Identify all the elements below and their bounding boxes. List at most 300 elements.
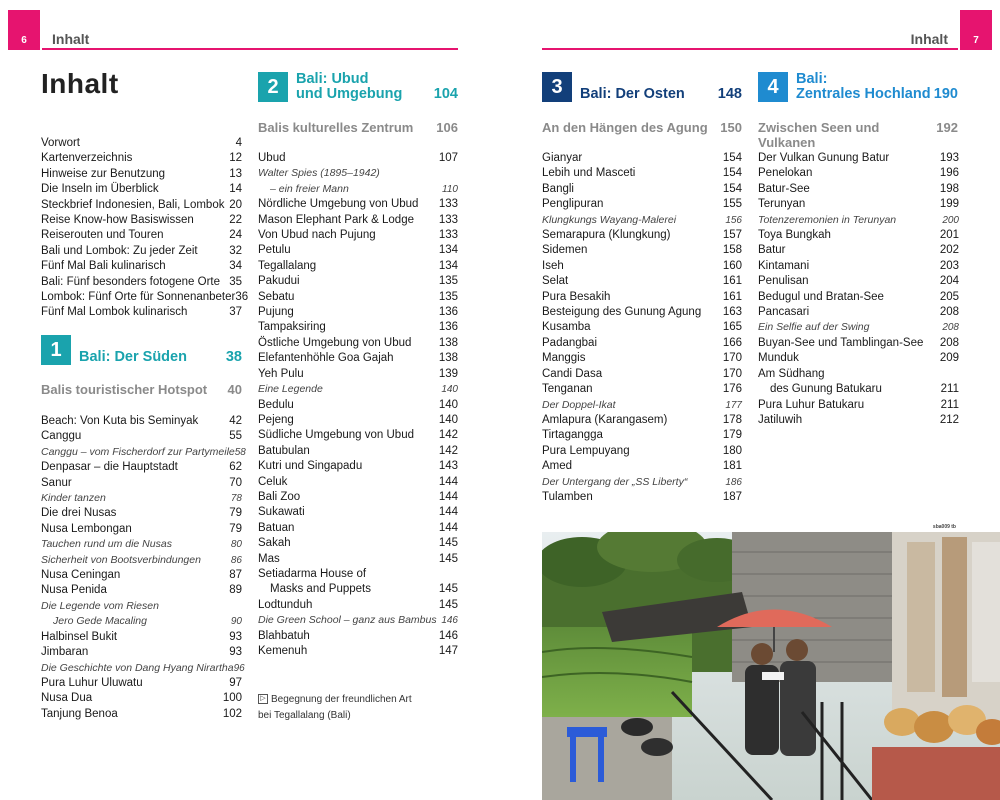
chapter-2-entry-title: Östliche Umgebung von Ubud	[258, 336, 412, 349]
chapter-3-entry-title: Pura Lempuyang	[542, 444, 630, 457]
chapter-3-entry[interactable]	[542, 243, 742, 258]
chapter-4-entry[interactable]	[758, 197, 959, 212]
chapter-3-entry[interactable]	[542, 490, 742, 505]
chapter-2-entry[interactable]	[258, 567, 458, 582]
chapter-3-number: 3	[542, 72, 572, 102]
chapter-2-subtitle-text: Balis kulturelles Zentrum	[258, 120, 414, 135]
chapter-3-entry[interactable]	[542, 151, 742, 166]
chapter-4-entry-title: Penulisan	[758, 275, 809, 288]
chapter-4-entry[interactable]	[758, 351, 959, 366]
chapter-3-entry[interactable]	[542, 382, 742, 397]
chapter-2-entry[interactable]	[258, 475, 458, 490]
chapter-4-entry[interactable]	[758, 259, 959, 274]
chapter-1-list	[41, 414, 246, 722]
chapter-2-entry-page: 133	[438, 229, 458, 242]
chapter-3-entry-title: Penglipuran	[542, 198, 604, 211]
chapter-1-entry-title: Jimbaran	[41, 646, 89, 659]
chapter-4-entry-page: 205	[939, 290, 959, 303]
chapter-4-entry[interactable]	[758, 274, 959, 289]
chapter-1-entry-title: Tauchen rund um die Nusas	[41, 538, 172, 551]
chapter-3-entry-page: 157	[722, 229, 742, 242]
chapter-2-entry-page: 136	[438, 306, 458, 319]
chapter-2-entry[interactable]	[258, 274, 458, 289]
chapter-4-entry-title: Batur	[758, 244, 786, 257]
chapter-3-subtitle-text: An den Hängen des Agung	[542, 120, 708, 135]
chapter-2-entry[interactable]	[258, 490, 458, 505]
intro-entry[interactable]	[41, 213, 242, 228]
chapter-1-entry[interactable]	[41, 568, 242, 583]
chapter-2-entry[interactable]	[258, 521, 458, 536]
chapter-2-entry[interactable]	[258, 382, 458, 397]
chapter-4-entry-page: 209	[939, 352, 959, 365]
chapter-1-entry[interactable]	[41, 707, 242, 722]
chapter-2-entry[interactable]	[258, 444, 458, 459]
chapter-1-entry-page: 96	[233, 662, 245, 674]
intro-entry-title: Reise Know-how Basiswissen	[41, 214, 194, 227]
chapter-3-entry[interactable]	[542, 290, 742, 305]
chapter-2-entry-page: 145	[438, 598, 458, 611]
chapter-4-entry-title: Ein Selfie auf der Swing	[758, 321, 870, 334]
intro-entry-title: Hinweise zur Benutzung	[41, 167, 166, 180]
chapter-4-subtitle-text: Zwischen Seen und Vulkanen	[758, 120, 880, 150]
chapter-4-number: 4	[758, 72, 788, 102]
chapter-3-entry-page: 178	[722, 413, 742, 426]
chapter-1-entry-page: 58	[234, 446, 246, 458]
chapter-4-subtitle-page: 192	[936, 120, 958, 135]
intro-entry-page: 4	[235, 137, 242, 149]
chapter-3-entry-title: Bangli	[542, 182, 574, 195]
intro-entry-page: 34	[229, 260, 242, 273]
chapter-1-entry[interactable]	[41, 645, 242, 660]
chapter-2-entry-page: 139	[438, 367, 458, 380]
chapter-1-entry[interactable]	[41, 414, 242, 429]
chapter-1-entry-page: 93	[229, 646, 242, 659]
chapter-3-entry-page: 180	[722, 444, 742, 457]
chapter-2-entry[interactable]	[258, 151, 458, 166]
chapter-2-entry-page: 144	[438, 490, 458, 503]
chapter-3-entry-title: Iseh	[542, 259, 564, 272]
chapter-4-entry[interactable]	[758, 398, 959, 413]
chapter-1-entry-title: Canggu	[41, 430, 82, 443]
chapter-3-entry-page: 155	[722, 198, 742, 211]
chapter-2-entry[interactable]	[258, 505, 458, 520]
chapter-2-entry[interactable]	[258, 336, 458, 351]
chapter-1-entry-page: 79	[229, 522, 242, 535]
chapter-2-entry-title: Von Ubud nach Pujung	[258, 229, 376, 242]
chapter-3-entry[interactable]	[542, 444, 742, 459]
chapter-2-entry-page: 140	[438, 398, 458, 411]
chapter-3-entry[interactable]	[542, 213, 742, 228]
chapter-2-entry-title: Sebatu	[258, 290, 295, 303]
chapter-2-entry[interactable]	[258, 166, 458, 181]
chapter-1-entry[interactable]	[41, 599, 242, 614]
chapter-3-entry-title: Candi Dasa	[542, 367, 603, 380]
chapter-3-entry[interactable]	[542, 197, 742, 212]
chapter-3-entry-title: Kusamba	[542, 321, 591, 334]
arrow-right-icon: ▷	[258, 694, 268, 704]
chapter-4-entry-page: 208	[942, 322, 959, 334]
chapter-2-entry[interactable]	[258, 228, 458, 243]
chapter-2-entry-title: Walter Spies (1895–1942)	[258, 167, 380, 180]
intro-entry-title: Kartenverzeichnis	[41, 152, 133, 165]
chapter-3-entry-title: Besteigung des Gunung Agung	[542, 306, 702, 319]
chapter-1-entry-page: 62	[229, 461, 242, 474]
chapter-3-entry-page: 166	[722, 336, 742, 349]
chapter-4-entry-page: 202	[939, 244, 959, 257]
right-running-head: Inhalt	[910, 31, 948, 47]
intro-entry-page: 20	[229, 198, 242, 211]
chapter-2-entry-page: 134	[438, 259, 458, 272]
chapter-1-entry[interactable]	[41, 506, 242, 521]
chapter-1-entry-title: Kinder tanzen	[41, 492, 106, 505]
chapter-1-entry-page: 100	[222, 692, 242, 705]
chapter-4-entry-title: Totenzeremonien in Terunyan	[758, 213, 897, 226]
chapter-4-entry-title: des Gunung Batukaru	[770, 383, 882, 396]
chapter-2-entry[interactable]	[258, 598, 458, 613]
chapter-2-entry-title: Yeh Pulu	[258, 367, 304, 380]
chapter-1-entry-page: 78	[230, 493, 242, 505]
chapter-2-header[interactable]	[258, 72, 458, 102]
intro-entry-title: Bali und Lombok: Zu jeder Zeit	[41, 244, 198, 257]
chapter-3-entry[interactable]	[542, 367, 742, 382]
chapter-2-entry[interactable]	[258, 197, 458, 212]
chapter-2-entry-page: 144	[438, 506, 458, 519]
intro-entry[interactable]	[41, 290, 249, 305]
chapter-2-entry-title: Pakudui	[258, 275, 300, 288]
chapter-3-entry[interactable]	[542, 398, 742, 413]
chapter-2-entry-title: Masks and Puppets	[270, 583, 372, 596]
chapter-3-subtitle	[542, 120, 742, 135]
chapter-2-entry[interactable]	[258, 351, 458, 366]
chapter-2-entry[interactable]	[258, 413, 458, 428]
chapter-4-entry[interactable]	[758, 213, 959, 228]
chapter-2-entry-page: 145	[438, 537, 458, 550]
chapter-1-entry[interactable]	[41, 429, 242, 444]
chapter-4-page: 190	[933, 86, 958, 102]
chapter-3-entry[interactable]	[542, 228, 742, 243]
chapter-3-entry[interactable]	[542, 182, 742, 197]
chapter-4-entry-page: 203	[939, 259, 959, 272]
chapter-1-entry-page: 80	[230, 539, 242, 551]
chapter-2-entry[interactable]	[258, 582, 458, 597]
chapter-4-title-line1: Bali:	[796, 71, 828, 87]
chapter-1-entry-title: Die Legende vom Riesen	[41, 599, 159, 612]
chapter-1-entry[interactable]	[41, 460, 242, 475]
chapter-1-entry[interactable]	[41, 491, 242, 506]
chapter-4-entry-title: Kintamani	[758, 259, 810, 272]
chapter-1-entry[interactable]	[41, 583, 242, 598]
chapter-3-entry-title: Lebih und Masceti	[542, 167, 636, 180]
chapter-4-entry[interactable]	[758, 305, 959, 320]
chapter-4-entry-title: Terunyan	[758, 198, 806, 211]
intro-entry[interactable]	[41, 259, 242, 274]
chapter-2-entry[interactable]	[258, 290, 458, 305]
chapter-2-entry-title: Elefantenhöhle Goa Gajah	[258, 352, 394, 365]
chapter-2-entry[interactable]	[258, 243, 458, 258]
chapter-1-entry[interactable]	[41, 676, 242, 691]
chapter-3-entry-title: Klungkungs Wayang-Malerei	[542, 213, 677, 226]
chapter-2-entry-title: Kutri und Singapadu	[258, 460, 363, 473]
chapter-2-entry-title: Bali Zoo	[258, 490, 301, 503]
chapter-2-entry-title: Kemenuh	[258, 645, 308, 657]
chapter-1-entry-title: Sicherheit von Bootsverbindungen	[41, 553, 201, 566]
chapter-3-entry-title: Padangbai	[542, 336, 597, 349]
chapter-4-entry-title: Pura Luhur Batukaru	[758, 398, 865, 411]
caption-line-2: bei Tegallalang (Bali)	[258, 710, 351, 721]
chapter-2-entry[interactable]	[258, 552, 458, 567]
chapter-3-entry-title: Der Untergang der „SS Liberty“	[542, 475, 688, 488]
chapter-2-entry[interactable]	[258, 182, 458, 197]
chapter-4-entry-page: 201	[939, 229, 959, 242]
chapter-2-entry-page: 107	[438, 152, 458, 164]
chapter-3-entry-page: 161	[722, 275, 742, 288]
chapter-3-entry-title: Tirtagangga	[542, 429, 603, 442]
chapter-1-entry-page: 42	[229, 415, 242, 427]
chapter-4-entry-title: Toya Bungkah	[758, 229, 831, 242]
chapter-2-entry-page: 146	[441, 615, 458, 627]
intro-entry[interactable]	[41, 244, 242, 259]
chapter-4-entry[interactable]	[758, 413, 959, 428]
chapter-1-entry-title: Tanjung Benoa	[41, 707, 118, 720]
chapter-2-entry-page: 134	[438, 244, 458, 257]
chapter-2-entry-title: Blahbatuh	[258, 629, 310, 642]
page-title: Inhalt	[41, 68, 119, 99]
chapter-4-entry[interactable]	[758, 182, 959, 197]
chapter-3-entry-page: 154	[722, 167, 742, 180]
chapter-1-header[interactable]	[41, 335, 242, 365]
chapter-3-entry-title: Tenganan	[542, 383, 593, 396]
intro-entry-title: Fünf Mal Lombok kulinarisch	[41, 306, 188, 319]
chapter-4-entry-title: Der Vulkan Gunung Batur	[758, 152, 890, 164]
chapter-2-entry-title: Bedulu	[258, 398, 294, 411]
chapter-4-entry[interactable]	[758, 336, 959, 351]
chapter-2-entry[interactable]	[258, 613, 458, 628]
chapter-1-entry[interactable]	[41, 553, 242, 568]
chapter-2-entry[interactable]	[258, 367, 458, 382]
chapter-1-entry-title: Denpasar – die Hauptstadt	[41, 461, 178, 474]
chapter-1-entry-page: 55	[229, 430, 242, 443]
chapter-2-entry[interactable]	[258, 536, 458, 551]
chapter-2-entry-title: Die Green School – ganz aus Bambus	[258, 614, 437, 627]
intro-entry-title: Fünf Mal Bali kulinarisch	[41, 260, 166, 273]
chapter-2-entry-title: – ein freier Mann	[270, 182, 349, 195]
chapter-1-entry-page: 93	[229, 630, 242, 643]
chapter-4-entry-page: 199	[939, 198, 959, 211]
chapter-4-entry-page: 198	[939, 182, 959, 195]
chapter-2-entry[interactable]	[258, 213, 458, 228]
chapter-1-entry[interactable]	[41, 691, 242, 706]
chapter-3-entry-page: 170	[722, 352, 742, 365]
chapter-2-subtitle-page: 106	[436, 120, 458, 135]
chapter-1-entry-title: Jero Gede Macaling	[53, 615, 147, 628]
intro-entry[interactable]	[41, 198, 242, 213]
chapter-3-entry-page: 187	[722, 490, 742, 503]
chapter-2-entry-page: 135	[438, 290, 458, 303]
photo-caption	[258, 692, 458, 724]
intro-entry-title: Die Inseln im Überblick	[41, 183, 159, 196]
chapter-2-entry-page: 147	[438, 645, 458, 657]
left-header-rule	[42, 48, 458, 50]
chapter-2-entry-page: 138	[438, 336, 458, 349]
chapter-2-entry-title: Pejeng	[258, 413, 294, 426]
intro-entry[interactable]	[41, 228, 242, 243]
chapter-1-entry[interactable]	[41, 476, 242, 491]
chapter-3-entry[interactable]	[542, 459, 742, 474]
chapter-4-entry[interactable]	[758, 290, 959, 305]
intro-entry[interactable]	[41, 151, 242, 166]
chapter-4-entry-title: Pancasari	[758, 306, 810, 319]
chapter-4-entry-title: Batur-See	[758, 182, 810, 195]
chapter-1-entry-title: Pura Luhur Uluwatu	[41, 676, 143, 689]
intro-entry[interactable]	[41, 275, 242, 290]
chapter-2-entry-page: 140	[441, 384, 458, 396]
chapter-2-entry-page: 133	[438, 198, 458, 211]
chapter-2-entry[interactable]	[258, 629, 458, 644]
chapter-3-header[interactable]	[542, 72, 742, 102]
intro-entry-title: Reiserouten und Touren	[41, 229, 164, 242]
chapter-2-entry-page: 146	[438, 629, 458, 642]
chapter-1-entry-title: Nusa Dua	[41, 692, 93, 705]
chapter-2-entry-page: 133	[438, 213, 458, 226]
chapter-4-entry[interactable]	[758, 151, 959, 166]
chapter-2-title-line2: und Umgebung	[296, 86, 403, 102]
intro-entry[interactable]	[41, 167, 242, 182]
chapter-1-entry[interactable]	[41, 522, 242, 537]
chapter-1-entry[interactable]	[41, 630, 242, 645]
chapter-1-entry-page: 90	[230, 616, 242, 628]
chapter-3-list	[542, 151, 742, 505]
chapter-3-entry[interactable]	[542, 320, 742, 335]
intro-entry-page: 37	[229, 306, 242, 319]
chapter-2-entry-page: 142	[438, 429, 458, 442]
chapter-2-entry[interactable]	[258, 428, 458, 443]
chapter-3-entry-title: Pura Besakih	[542, 290, 611, 303]
chapter-3-entry[interactable]	[542, 413, 742, 428]
chapter-2-entry-title: Setiadarma House of	[258, 567, 367, 580]
chapter-4-entry[interactable]	[758, 320, 959, 335]
intro-list	[41, 136, 249, 321]
chapter-2-entry[interactable]	[258, 459, 458, 474]
chapter-1-entry[interactable]	[41, 614, 242, 629]
chapter-3-entry[interactable]	[542, 305, 742, 320]
chapter-2-entry-page: 145	[438, 552, 458, 565]
chapter-4-entry[interactable]	[758, 367, 959, 382]
chapter-3-entry-title: Semarapura (Klungkung)	[542, 229, 671, 242]
right-page-number: 7	[960, 10, 992, 50]
chapter-2-entry-page: 145	[438, 583, 458, 596]
chapter-3-entry-page: 179	[722, 429, 742, 442]
chapter-4-entry[interactable]	[758, 243, 959, 258]
chapter-3-entry-title: Sidemen	[542, 244, 588, 257]
chapter-4-entry-title: Bedugul und Bratan-See	[758, 290, 884, 303]
chapter-4-entry-page: 212	[939, 413, 959, 426]
chapter-4-entry-page: 211	[940, 398, 959, 411]
chapter-2-entry[interactable]	[258, 398, 458, 413]
chapter-1-entry[interactable]	[41, 537, 242, 552]
chapter-3-entry-page: 160	[722, 259, 742, 272]
photo-code: sba009 tb	[932, 524, 956, 530]
chapter-3-title: Bali: Der Osten	[580, 86, 685, 102]
chapter-2-entry-page: 142	[438, 444, 458, 457]
chapter-2-entry[interactable]	[258, 320, 458, 335]
intro-entry[interactable]	[41, 136, 242, 151]
chapter-1-entry-title: Nusa Ceningan	[41, 569, 121, 582]
chapter-1-page: 38	[225, 349, 242, 365]
chapter-1-entry-title: Halbinsel Bukit	[41, 630, 118, 643]
chapter-1-entry[interactable]	[41, 445, 246, 460]
chapter-3-entry[interactable]	[542, 351, 742, 366]
chapter-2-entry-page: 140	[438, 413, 458, 426]
chapter-2-subtitle	[258, 120, 458, 135]
chapter-2-title	[296, 72, 434, 102]
chapter-1-entry[interactable]	[41, 661, 245, 676]
chapter-4-entry-title: Munduk	[758, 352, 799, 365]
chapter-2-entry-title: Sakah	[258, 537, 291, 550]
chapter-3-entry-page: 156	[725, 214, 742, 226]
chapter-4-subtitle	[758, 120, 958, 150]
chapter-3-entry[interactable]	[542, 475, 742, 490]
chapter-2-entry-title: Südliche Umgebung von Ubud	[258, 429, 414, 442]
intro-entry[interactable]	[41, 305, 242, 320]
chapter-3-page: 148	[717, 86, 742, 102]
chapter-3-entry[interactable]	[542, 336, 742, 351]
right-header-rule	[542, 48, 958, 50]
chapter-2-entry-title: Mas	[258, 552, 280, 565]
chapter-4-header[interactable]	[758, 72, 958, 102]
chapter-4-entry-title: Buyan-See und Tamblingan-See	[758, 336, 924, 349]
chapter-2-list	[258, 151, 458, 659]
left-running-head: Inhalt	[52, 31, 90, 47]
chapter-1-subtitle-page: 40	[227, 382, 242, 397]
chapter-4-list	[758, 151, 959, 428]
chapter-4-entry[interactable]	[758, 228, 959, 243]
chapter-4-entry-page: 208	[939, 336, 959, 349]
chapter-3-entry-page: 163	[722, 306, 742, 319]
chapter-4-entry-page: 193	[939, 152, 959, 164]
chapter-2-entry-title: Tampaksiring	[258, 321, 326, 334]
chapter-2-entry-title: Batuan	[258, 521, 295, 534]
chapter-3-entry-page: 161	[722, 290, 742, 303]
chapter-1-entry-title: Canggu – vom Fischerdorf zur Partymeile	[41, 445, 235, 458]
chapter-3-entry[interactable]	[542, 166, 742, 181]
chapter-1-entry-page: 89	[229, 584, 242, 597]
chapter-2-entry[interactable]	[258, 305, 458, 320]
chapter-2-entry-page: 143	[438, 460, 458, 473]
chapter-4-entry-page: 211	[940, 383, 959, 396]
chapter-4-entry[interactable]	[758, 166, 959, 181]
chapter-1-entry-page: 87	[229, 569, 242, 582]
chapter-1-entry-title: Sanur	[41, 476, 72, 489]
chapter-1-entry-page: 102	[222, 707, 242, 720]
chapter-1-subtitle	[41, 382, 242, 397]
chapter-3-entry[interactable]	[542, 428, 742, 443]
chapter-1-title: Bali: Der Süden	[79, 349, 187, 365]
chapter-2-entry-page: 110	[442, 183, 458, 195]
chapter-3-entry[interactable]	[542, 259, 742, 274]
chapter-4-entry[interactable]	[758, 382, 959, 397]
chapter-2-entry[interactable]	[258, 644, 458, 659]
chapter-3-entry-page: 154	[722, 152, 742, 164]
chapter-2-entry-title: Petulu	[258, 244, 291, 257]
chapter-2-entry-page: 135	[438, 275, 458, 288]
chapter-4-title	[796, 72, 934, 102]
chapter-3-entry-page: 186	[725, 476, 742, 488]
chapter-4-title-line2: Zentrales Hochland	[796, 86, 931, 102]
chapter-2-entry[interactable]	[258, 259, 458, 274]
chapter-3-entry-title: Amed	[542, 460, 573, 473]
chapter-3-entry[interactable]	[542, 274, 742, 289]
intro-entry[interactable]	[41, 182, 242, 197]
